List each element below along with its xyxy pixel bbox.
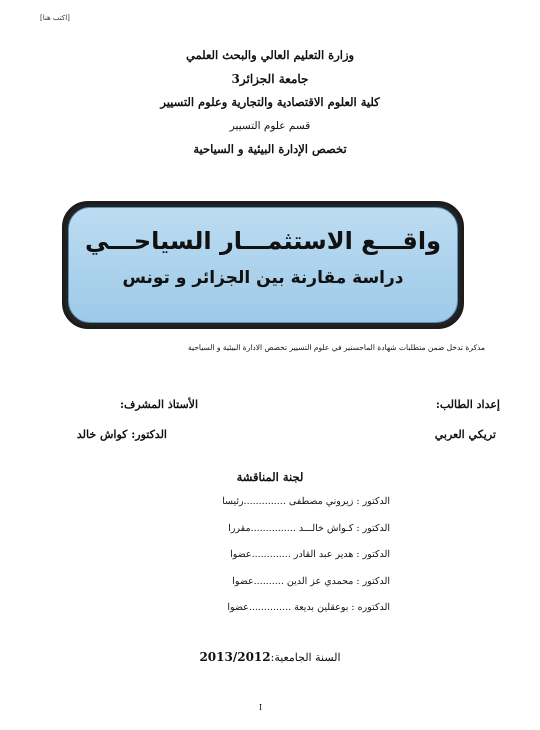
committee-section	[150, 470, 390, 627]
academic-year	[0, 650, 540, 664]
committee-member: الدكتور : كـواش خالـــد ...............مقررا	[228, 522, 390, 534]
supervisor-label: الأستاذ المشرف:	[119, 398, 198, 411]
department-name: قسم علوم التسيير	[229, 119, 311, 132]
student-label: إعداد الطالب:	[435, 398, 500, 411]
memo-note: مذكرة تدخل ضمن متطلبات شهادة الماجستير في علوم التسيير تخصص الادارة البيئية و السياحية	[188, 343, 485, 352]
academic-year-label: السنة الجامعية:	[270, 651, 341, 664]
university-name: جامعة الجزائر3	[231, 71, 309, 86]
committee-member: الدكتوره : بوعقلين بديعة ..............عضوا	[227, 602, 390, 613]
institution-header	[60, 48, 480, 166]
title-box-inner	[68, 207, 458, 323]
placeholder-tag[interactable]: [اكتب هنا]	[40, 14, 70, 22]
committee-member: الدكتور : محمدي عز الدين ..........عضوا	[232, 575, 390, 587]
student-name: تريكي العربي	[434, 428, 496, 441]
committee-member: الدكتور : زيروني مصطفى ..............رئيسا	[222, 496, 390, 507]
thesis-title: واقـــع الاستثمـــار السياحـــي	[84, 227, 442, 255]
specialty-name: تخصص الإدارة البيئية و السياحية	[193, 142, 347, 156]
title-box	[62, 201, 464, 329]
academic-year-value: 2013/2012	[199, 650, 271, 664]
thesis-subtitle: دراسة مقارنة بين الجزائر و تونس	[122, 268, 404, 288]
supervisor-name: الدكتور: كواش خالد	[76, 428, 167, 441]
committee-title: لجنة المناقشة	[236, 470, 304, 484]
faculty-name: كلية العلوم الاقتصادية والتجارية وعلوم التسيير	[160, 95, 380, 109]
page-number: I	[259, 703, 263, 712]
ministry-name: وزارة التعليم العالي والبحث العلمي	[185, 48, 355, 62]
committee-member: الدكتور : هدير عبد القادر .............عضوا	[230, 549, 390, 560]
